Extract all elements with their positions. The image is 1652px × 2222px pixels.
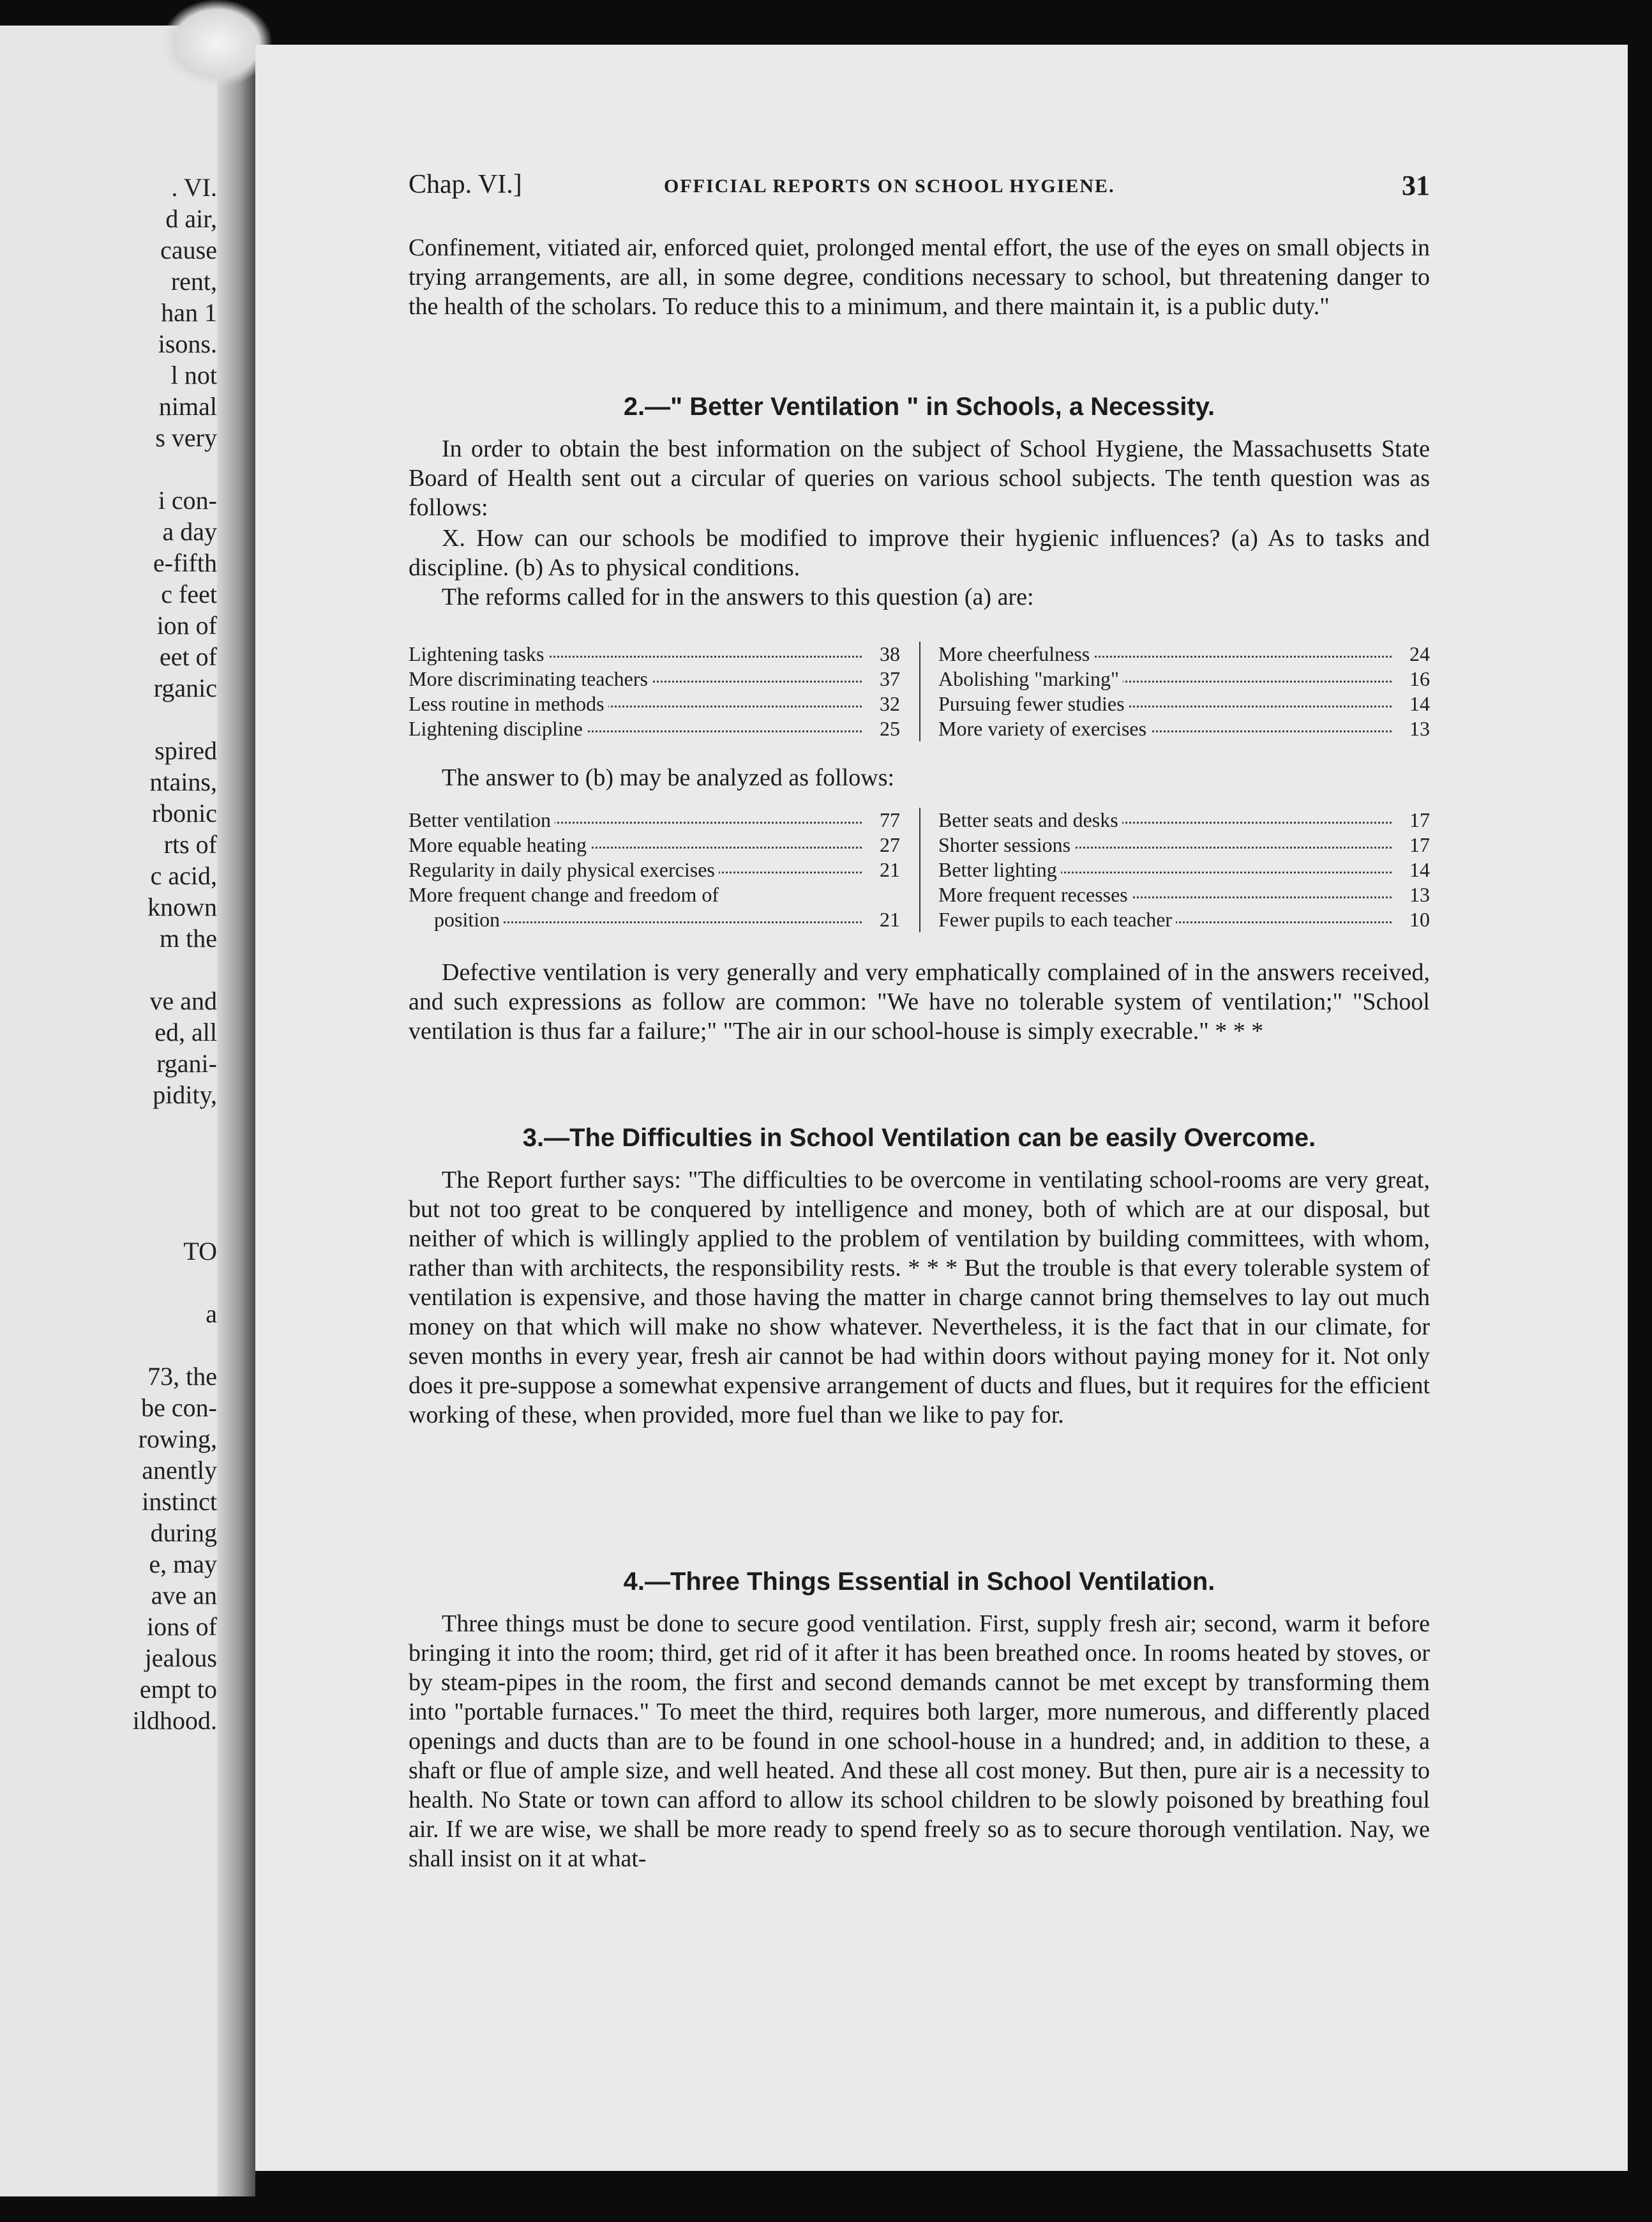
answer-b-intro: The answer to (b) may be analyzed as follows: <box>442 764 895 791</box>
table-row-value: 17 <box>1406 833 1430 858</box>
table-row <box>938 716 1430 741</box>
book-gutter <box>217 26 255 2196</box>
left-page-line: a <box>206 1299 217 1328</box>
left-page-line: ions of <box>147 1612 217 1641</box>
left-page-line: 73, the <box>147 1362 217 1391</box>
left-page-line: jealous <box>144 1644 217 1672</box>
reforms-intro: The reforms called for in the answers to this question (a) are: <box>442 584 1034 610</box>
left-page-line: han 1 <box>161 298 217 327</box>
table-row <box>409 833 900 858</box>
left-page-line: rts of <box>163 830 217 859</box>
table-row-value: 10 <box>1406 907 1430 932</box>
left-page-line: cause <box>160 236 217 264</box>
reforms-table-a <box>409 642 1430 744</box>
page-number: 31 <box>1402 170 1430 201</box>
left-page-line: rgani- <box>156 1049 217 1078</box>
left-page-line: . VI. <box>171 173 217 202</box>
left-page-line: empt to <box>139 1675 217 1704</box>
table-a-right-column <box>938 642 1430 741</box>
left-page-line: rganic <box>153 674 217 702</box>
left-page-line: TO <box>183 1237 217 1266</box>
table-row-label: Better ventilation <box>409 808 555 833</box>
tenth-question: X. How can our schools be modified to improve their hygienic influences? (a) As to tasks and discipline. (b) As to physical conditions. <box>409 525 1430 581</box>
table-row <box>938 882 1430 907</box>
table-row-value: 13 <box>1406 716 1430 741</box>
left-page-line: a day <box>162 517 217 546</box>
table-row-label: Regularity in daily physical exercises <box>409 858 719 882</box>
section-2-closing: Defective ventilation is very generally and very emphatically complained of in the answers received, and such expressions as follow are common: "We have no tolerable system of ventilation;" "School ventilation is thus far a failure;" "The air in our school-house is simply execrable." * * * <box>409 959 1430 1045</box>
table-row-label: Lightening tasks <box>409 642 548 667</box>
table-row <box>938 642 1430 667</box>
left-page-line: rent, <box>170 267 217 296</box>
table-row-value: 21 <box>876 858 900 882</box>
table-row-label: More frequent recesses <box>938 882 1132 907</box>
left-page-line: ildhood. <box>132 1706 217 1735</box>
table-row <box>938 808 1430 833</box>
left-page-line: d air, <box>165 204 217 233</box>
table-row-value: 37 <box>876 667 900 692</box>
left-page-line: ed, all <box>154 1018 217 1047</box>
left-page-line: pidity, <box>153 1080 217 1109</box>
left-page-line: c feet <box>161 580 217 608</box>
table-row-label: Abolishing "marking" <box>938 667 1123 692</box>
left-page-line: eet of <box>160 642 217 671</box>
table-row-label: Fewer pupils to each teacher <box>938 907 1176 932</box>
left-page-line: ave an <box>151 1581 217 1610</box>
table-b-divider <box>919 808 920 932</box>
left-page-line: c acid, <box>150 861 217 890</box>
table-row-value: 16 <box>1406 667 1430 692</box>
table-row-label: Better seats and desks <box>938 808 1122 833</box>
running-head <box>409 169 1430 208</box>
table-row <box>938 692 1430 716</box>
table-row-value: 25 <box>876 716 900 741</box>
table-row-label: More cheerfulness <box>938 642 1093 667</box>
section-3-heading: 3.—The Difficulties in School Ventilation can be easily Overcome. <box>522 1124 1316 1152</box>
table-row <box>409 692 900 716</box>
left-page-line: nimal <box>158 392 217 421</box>
section-2-paragraph: In order to obtain the best information on the subject of School Hygiene, the Massachusetts State Board of Health sent out a circular of queries on various school subjects. The tenth question was as follows: <box>409 435 1430 521</box>
chapter-label: Chap. VI.] <box>409 170 522 199</box>
table-row <box>938 907 1430 932</box>
table-row <box>409 858 900 882</box>
table-row-value: 17 <box>1406 808 1430 833</box>
left-page-text <box>0 26 217 2196</box>
section-3-paragraph: The Report further says: "The difficulties to be overcome in ventilating school-rooms are very great, but not too great to be conquered by intelligence and money, both of which are at our disposal, but neither of which is willingly applied to the problem of ventilation by building committees, with whom, rather than with architects, the responsibility rests. * * * But the trouble is that every tolerable system of ventilation is expensive, and those having the matter in charge cannot bring themselves to lay out much money on that which will make no show whatever. Nevertheless, it is the fact that in our climate, for seven months in every year, fresh air cannot be had within doors without paying money for it. Not only does it pre-suppose a somewhat expensive arrangement of ducts and flues, but it requires for the efficient working of these, when provided, more fuel than we like to pay for. <box>409 1167 1430 1428</box>
section-4-paragraph: Three things must be done to secure good ventilation. First, supply fresh air; second, warm it before bringing it into the room; third, get rid of it after it has been breathed once. In rooms heated by stoves, or by steam-pipes in the room, the first and second demands cannot be met except by transforming them into "portable furnaces." To meet the third, requires both larger, more numerous, and differently placed openings and ducts than are to be found in one school-house in a hundred; and, in addition to these, a shaft or flue of ample size, and well heated. And these all cost money. But then, pure air is a necessity to health. No State or town can afford to allow its school children to be slowly poisoned by breathing foul air. If we are wise, we shall be more ready to spend freely so as to secure thorough ventilation. Nay, we shall insist on it at what- <box>409 1610 1430 1872</box>
table-row-value: 77 <box>876 808 900 833</box>
table-row-value: 32 <box>876 692 900 716</box>
table-row-label: More variety of exercises <box>938 716 1150 741</box>
left-page-line: ntains, <box>149 767 217 796</box>
table-a-divider <box>919 642 920 741</box>
left-page-line: instinct <box>142 1487 217 1516</box>
left-page-line: s very <box>155 423 217 452</box>
table-row <box>409 907 900 932</box>
main-page <box>255 45 1628 2171</box>
left-page-line: i con- <box>158 486 217 515</box>
left-page-line: e-fifth <box>153 548 217 577</box>
left-page-line: anently <box>142 1456 217 1485</box>
left-page-line: ion of <box>156 611 217 640</box>
table-row-label: Lightening discipline <box>409 716 587 741</box>
table-row <box>409 716 900 741</box>
table-row-label: Better lighting <box>938 858 1061 882</box>
left-facing-page <box>0 26 236 2196</box>
table-row-label: More frequent change and freedom of <box>409 882 723 907</box>
table-row-value: 38 <box>876 642 900 667</box>
left-page-line: ve and <box>149 986 217 1015</box>
table-row <box>938 858 1430 882</box>
table-row-value: 13 <box>1406 882 1430 907</box>
table-a-left-column <box>409 642 900 741</box>
table-row-label: More equable heating <box>409 833 590 858</box>
table-row-label: More discriminating teachers <box>409 667 652 692</box>
left-page-line: be con- <box>141 1393 217 1422</box>
table-row <box>409 882 900 907</box>
analysis-table-b <box>409 808 1430 935</box>
table-b-right-column <box>938 808 1430 932</box>
table-row <box>409 642 900 667</box>
table-row <box>938 667 1430 692</box>
left-page-line: rbonic <box>151 799 217 828</box>
table-row <box>409 808 900 833</box>
running-title: OFFICIAL REPORTS ON SCHOOL HYGIENE. <box>664 176 1115 197</box>
table-row <box>409 667 900 692</box>
table-b-left-column <box>409 808 900 932</box>
left-page-line: rowing, <box>138 1425 217 1453</box>
left-page-line: m the <box>160 924 217 953</box>
table-row-value: 14 <box>1406 858 1430 882</box>
table-row-value: 27 <box>876 833 900 858</box>
section-4-heading: 4.—Three Things Essential in School Ventilation. <box>623 1568 1215 1596</box>
table-row-value: 21 <box>876 907 900 932</box>
table-row <box>938 833 1430 858</box>
table-row-value: 14 <box>1406 692 1430 716</box>
left-page-line: known <box>147 893 217 921</box>
left-page-line: e, may <box>149 1550 217 1578</box>
left-page-line: spired <box>154 736 217 765</box>
table-row-label: position <box>409 907 504 932</box>
table-row-value: 24 <box>1406 642 1430 667</box>
table-row-label: Less routine in methods <box>409 692 608 716</box>
left-page-line: isons. <box>158 329 217 358</box>
section-2-heading: 2.—" Better Ventilation " in Schools, a Necessity. <box>623 393 1215 421</box>
table-row-label: Shorter sessions <box>938 833 1074 858</box>
table-row-label: Pursuing fewer studies <box>938 692 1129 716</box>
left-page-line: during <box>150 1518 217 1547</box>
left-page-line: l not <box>170 361 217 389</box>
intro-paragraph: Confinement, vitiated air, enforced quiet, prolonged mental effort, the use of the eyes on small objects in trying arrangements, are all, in some degree, conditions necessary to school, but threatening danger to the health of the scholars. To reduce this to a minimum, and there maintain it, is a public duty." <box>409 234 1430 320</box>
